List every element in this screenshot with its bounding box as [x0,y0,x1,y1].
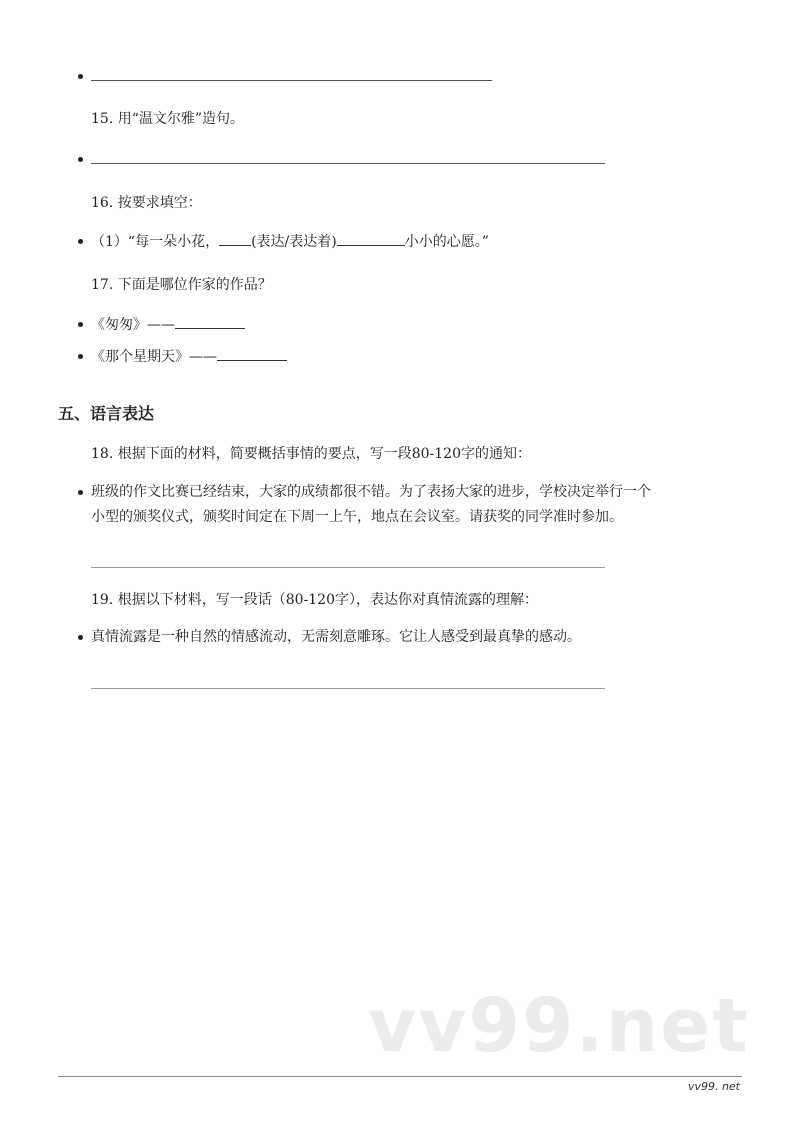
bullet [78,157,83,162]
fill-in-hint: (表达/表达着) [251,234,337,250]
blank [175,314,245,329]
fill-in-item [91,231,489,252]
work-title: 《那个星期天》—— [91,349,217,365]
bullet [78,74,83,79]
work-item [91,314,245,335]
question-18: 18. 根据下面的材料，简要概括事情的要点，写一段80-120字的通知： [91,446,531,462]
answer-line [91,567,605,568]
question-17: 17. 下面是哪位作家的作品？ [91,277,272,293]
material-text: 班级的作文比赛已经结束，大家的成绩都很不错。为了表扬大家的进步，学校决定举行一个 [91,484,651,500]
answer-line [91,163,605,164]
blank [219,231,251,246]
section-heading: 五、语言表达 [58,404,155,423]
question-19: 19. 根据以下材料，写一段话（80-120字），表达你对真情流露的理解： [91,592,538,608]
footer-divider [58,1076,742,1077]
question-15: 15. 用“温文尔雅”造句。 [91,111,245,127]
answer-line [91,80,492,81]
question-16: 16. 按要求填空： [91,195,202,211]
bullet [78,354,83,359]
work-item [91,346,287,367]
bullet [78,322,83,327]
blank [217,346,287,361]
bullet [78,490,83,495]
footer-site: vv99. net [687,1080,740,1093]
material-text: 真情流露是一种自然的情感流动，无需刻意雕琢。它让人感受到最真挚的感动。 [91,629,581,645]
bullet [78,635,83,640]
work-title: 《匆匆》—— [91,317,175,333]
bullet [78,239,83,244]
watermark: vv99.net [368,983,750,1069]
material-text: 小型的颁奖仪式，颁奖时间定在下周一上午，地点在会议室。请获奖的同学准时参加。 [91,509,623,525]
fill-in-prefix: （1）“每一朵小花， [91,234,220,250]
answer-line [91,688,605,689]
fill-in-suffix: 小小的心愿。” [404,234,489,250]
blank [337,231,405,246]
